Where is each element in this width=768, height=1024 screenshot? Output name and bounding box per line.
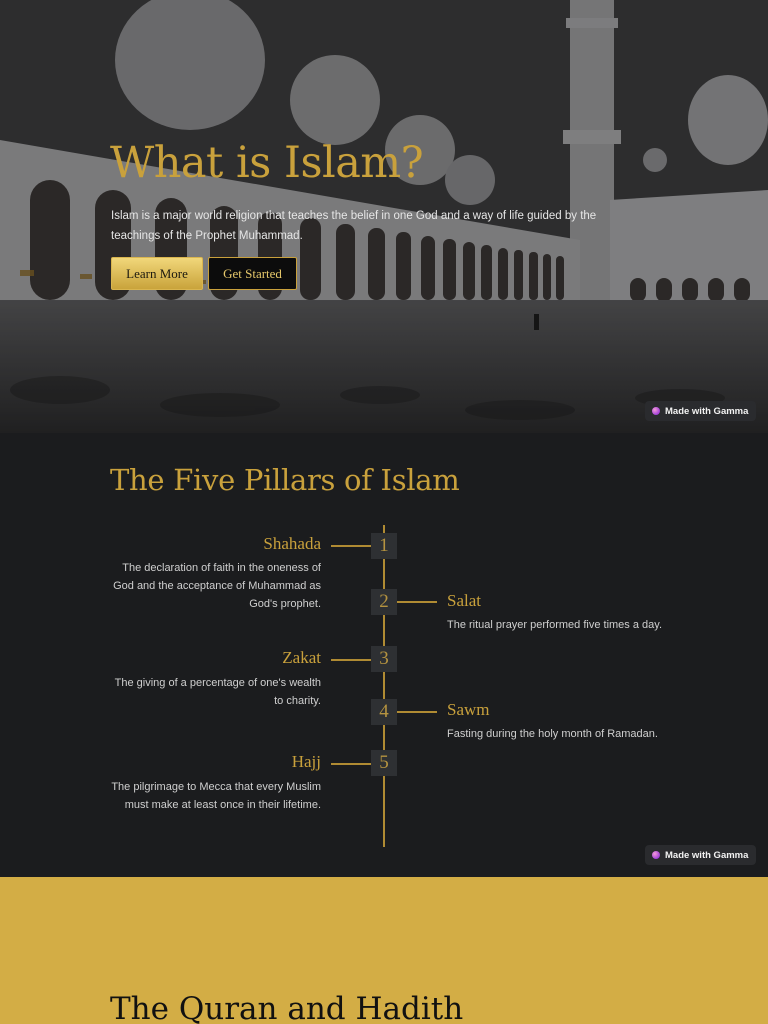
pillar-number-4: 4 [371, 699, 397, 725]
pillar-title-salat: Salat [447, 591, 481, 610]
hero-section [0, 0, 768, 433]
badge-label: Made with Gamma [665, 849, 749, 861]
pillar-title-zakat: Zakat [282, 648, 321, 667]
timeline-connector [331, 659, 371, 661]
hero-description: Islam is a major world religion that teaches the belief in one God and a way of life guided by the teachings of the Prophet Muhammad. [111, 210, 597, 242]
pillar-number-1: 1 [371, 533, 397, 559]
pillar-desc-hajj: The pilgrimage to Mecca that every Muslim must make at least once in their lifetime. [111, 781, 321, 811]
pillar-title-shahada: Shahada [263, 534, 321, 553]
made-with-gamma-badge[interactable] [645, 845, 756, 865]
quran-hadith-section [0, 877, 768, 1024]
badge-label: Made with Gamma [665, 405, 749, 417]
get-started-button[interactable]: Get Started [208, 257, 297, 290]
learn-more-button[interactable]: Learn More [111, 257, 203, 290]
made-with-gamma-badge[interactable] [645, 401, 756, 421]
pillar-number-2: 2 [371, 589, 397, 615]
timeline-connector [331, 763, 371, 765]
timeline-line [383, 525, 385, 847]
gamma-logo-icon [652, 851, 660, 859]
timeline-connector [397, 601, 437, 603]
timeline-connector [397, 711, 437, 713]
pillar-number-5: 5 [371, 750, 397, 776]
timeline-connector [331, 545, 371, 547]
quran-section-title: The Quran and Hadith [110, 991, 464, 1024]
hero-title: What is Islam? [110, 138, 424, 188]
gamma-logo-icon [652, 407, 660, 415]
pillar-desc-salat: The ritual prayer performed five times a day. [447, 619, 662, 631]
pillar-title-hajj: Hajj [291, 752, 321, 771]
pillar-desc-sawm: Fasting during the holy month of Ramadan. [447, 728, 658, 740]
pillars-title: The Five Pillars of Islam [110, 463, 460, 497]
pillar-desc-shahada: The declaration of faith in the oneness of God and the acceptance of Muhammad as God's prophet. [113, 562, 321, 610]
five-pillars-section [0, 433, 768, 877]
pillar-title-sawm: Sawm [447, 700, 490, 719]
pillar-number-3: 3 [371, 646, 397, 672]
pillar-desc-zakat: The giving of a percentage of one's wealth to charity. [114, 677, 321, 707]
